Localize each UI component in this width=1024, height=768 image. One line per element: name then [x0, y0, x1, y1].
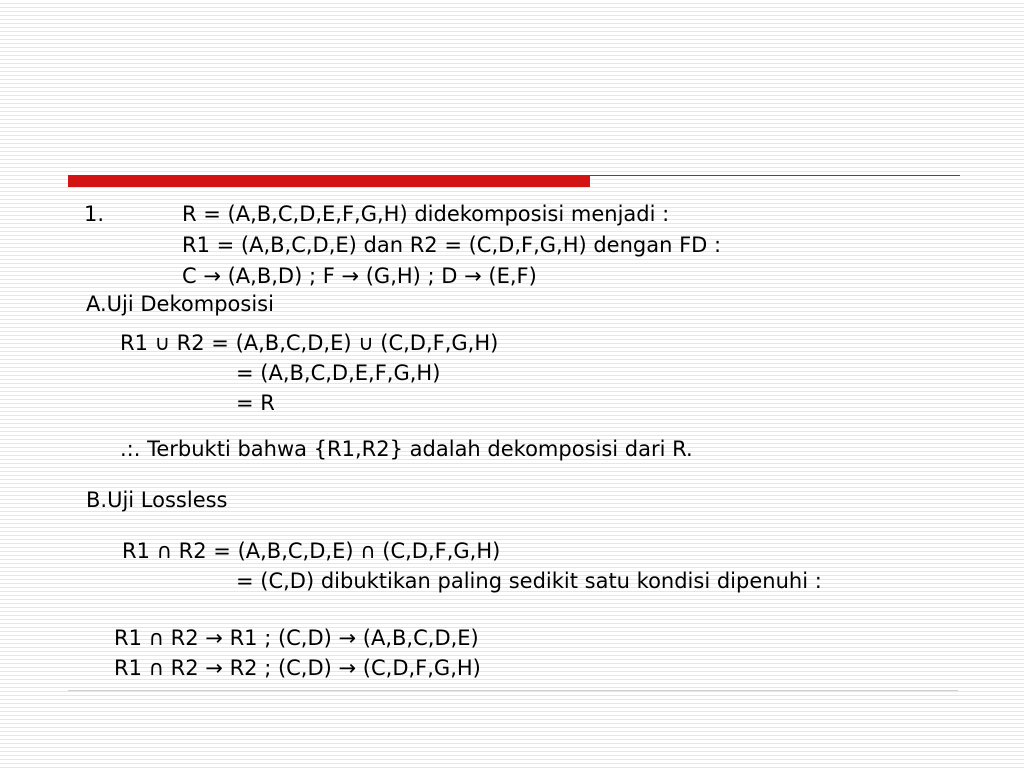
problem-line-2: R1 = (A,B,C,D,E) dan R2 = (C,D,F,G,H) dengan FD :	[182, 233, 722, 257]
problem-number: 1.	[84, 202, 105, 226]
section-a-conclusion: .:. Terbukti bahwa {R1,R2} adalah dekomposisi dari R.	[120, 437, 693, 461]
problem-line-1: R = (A,B,C,D,E,F,G,H) didekomposisi menjadi :	[182, 202, 670, 226]
section-b-heading: B.Uji Lossless	[86, 488, 228, 512]
title-bar-thin-line	[590, 175, 960, 176]
section-a-line-2: = (A,B,C,D,E,F,G,H)	[236, 361, 441, 385]
section-b-condition-2: R1 ∩ R2 → R2 ; (C,D) → (C,D,F,G,H)	[114, 656, 481, 680]
section-b-line-1: R1 ∩ R2 = (A,B,C,D,E) ∩ (C,D,F,G,H)	[122, 539, 501, 563]
section-a-heading: A.Uji Dekomposisi	[86, 292, 274, 316]
section-b-condition-1: R1 ∩ R2 → R1 ; (C,D) → (A,B,C,D,E)	[114, 626, 479, 650]
title-bar-decoration	[68, 175, 960, 187]
section-a-line-3: = R	[236, 391, 275, 415]
problem-line-3: C → (A,B,D) ; F → (G,H) ; D → (E,F)	[182, 264, 537, 288]
footer-divider	[68, 690, 958, 691]
section-a-line-1: R1 ∪ R2 = (A,B,C,D,E) ∪ (C,D,F,G,H)	[120, 331, 499, 355]
title-bar-red-segment	[68, 175, 590, 187]
section-b-line-2: = (C,D) dibuktikan paling sedikit satu kondisi dipenuhi :	[236, 569, 822, 593]
